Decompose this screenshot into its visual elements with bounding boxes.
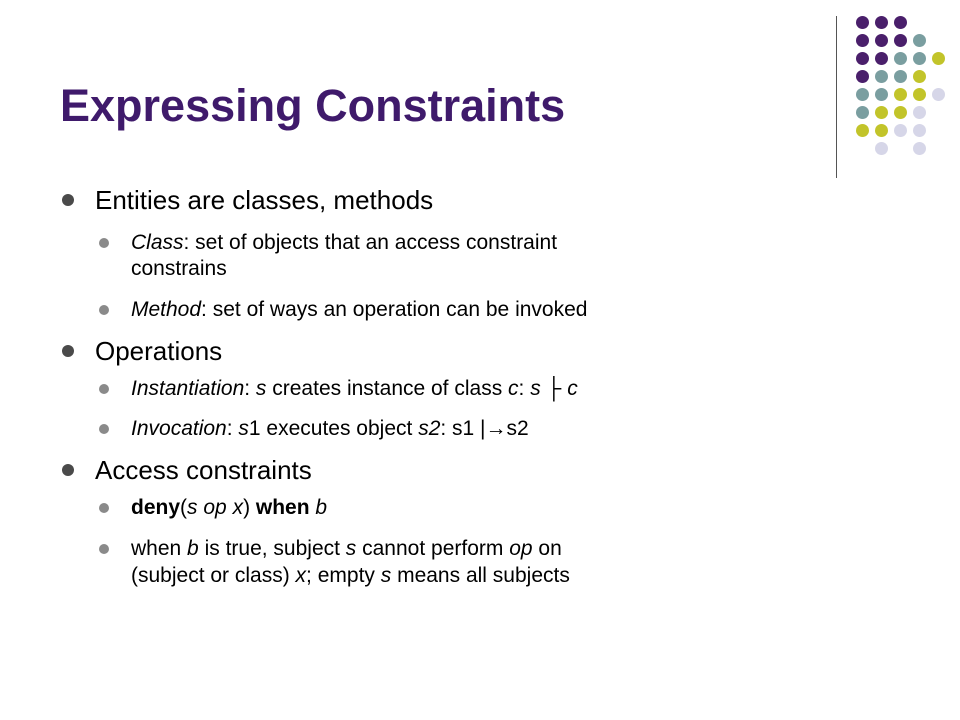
sub-bullet-deny <box>131 496 327 520</box>
var-s: s <box>345 537 357 560</box>
var-op: op <box>509 537 533 560</box>
var-c: c <box>508 377 519 400</box>
var-s: s <box>255 377 267 400</box>
bullet-icon <box>62 464 74 476</box>
text-fragment: : <box>226 417 239 440</box>
bullet-icon <box>99 424 109 434</box>
var-op: op <box>203 496 227 519</box>
bullet-icon <box>62 194 74 206</box>
text-fragment: is true, subject <box>198 537 346 560</box>
bullet-access-constraints: Access constraints <box>95 455 312 485</box>
text-fragment: : <box>518 377 531 400</box>
bullet-icon <box>99 503 109 513</box>
text-fragment: ( <box>180 496 188 519</box>
sub-bullet-when <box>131 537 562 561</box>
sub-bullet-class-continuation: constrains <box>131 257 227 280</box>
var-c: c <box>567 377 578 400</box>
invocation-notation: : s1 |→s2 <box>440 417 529 440</box>
keyword-deny: deny <box>131 496 181 519</box>
sub-bullet-invocation <box>131 417 529 441</box>
text-fragment: creates instance of class <box>266 377 509 400</box>
bullet-icon <box>99 305 109 315</box>
var-s: s <box>530 377 541 400</box>
var-x: x <box>295 564 307 587</box>
text-fragment: ) <box>243 496 256 519</box>
text-fragment: ; empty <box>306 564 381 587</box>
var-x: x <box>232 496 244 519</box>
sub-bullet-class <box>131 231 557 255</box>
class-definition: : set of objects that an access constraint <box>183 231 558 254</box>
bullet-entities: Entities are classes, methods <box>95 185 434 215</box>
bullet-icon <box>99 238 109 248</box>
text-fragment: (subject or class) <box>131 564 296 587</box>
term-invocation: Invocation <box>131 417 227 440</box>
bullet-icon <box>99 544 109 554</box>
term-class: Class <box>131 231 184 254</box>
sub-bullet-method <box>131 298 587 322</box>
keyword-when: when <box>255 496 310 519</box>
var-s2: s2 <box>418 417 441 440</box>
bullet-operations: Operations <box>95 336 223 366</box>
method-definition: : set of ways an operation can be invoked <box>201 298 588 321</box>
slide-title: Expressing Constraints <box>60 80 566 131</box>
sub-bullet-instantiation <box>131 377 578 401</box>
var-s: s <box>380 564 392 587</box>
term-instantiation: Instantiation <box>131 377 245 400</box>
text-fragment: means all subjects <box>391 564 570 587</box>
instantiation-symbol: ├ <box>540 377 568 400</box>
var-b: b <box>315 496 328 519</box>
var-s: s <box>187 496 198 519</box>
var-b: b <box>187 537 199 560</box>
text-fragment: : <box>244 377 256 400</box>
text-fragment: on <box>532 537 562 560</box>
term-method: Method <box>131 298 202 321</box>
var-s: s <box>238 417 249 440</box>
text-fragment: 1 executes object <box>248 417 419 440</box>
sub-bullet-when-continuation <box>131 564 570 588</box>
text-fragment: when <box>131 537 188 560</box>
bullet-icon <box>99 384 109 394</box>
text-fragment: cannot perform <box>356 537 510 560</box>
bullet-icon <box>62 345 74 357</box>
